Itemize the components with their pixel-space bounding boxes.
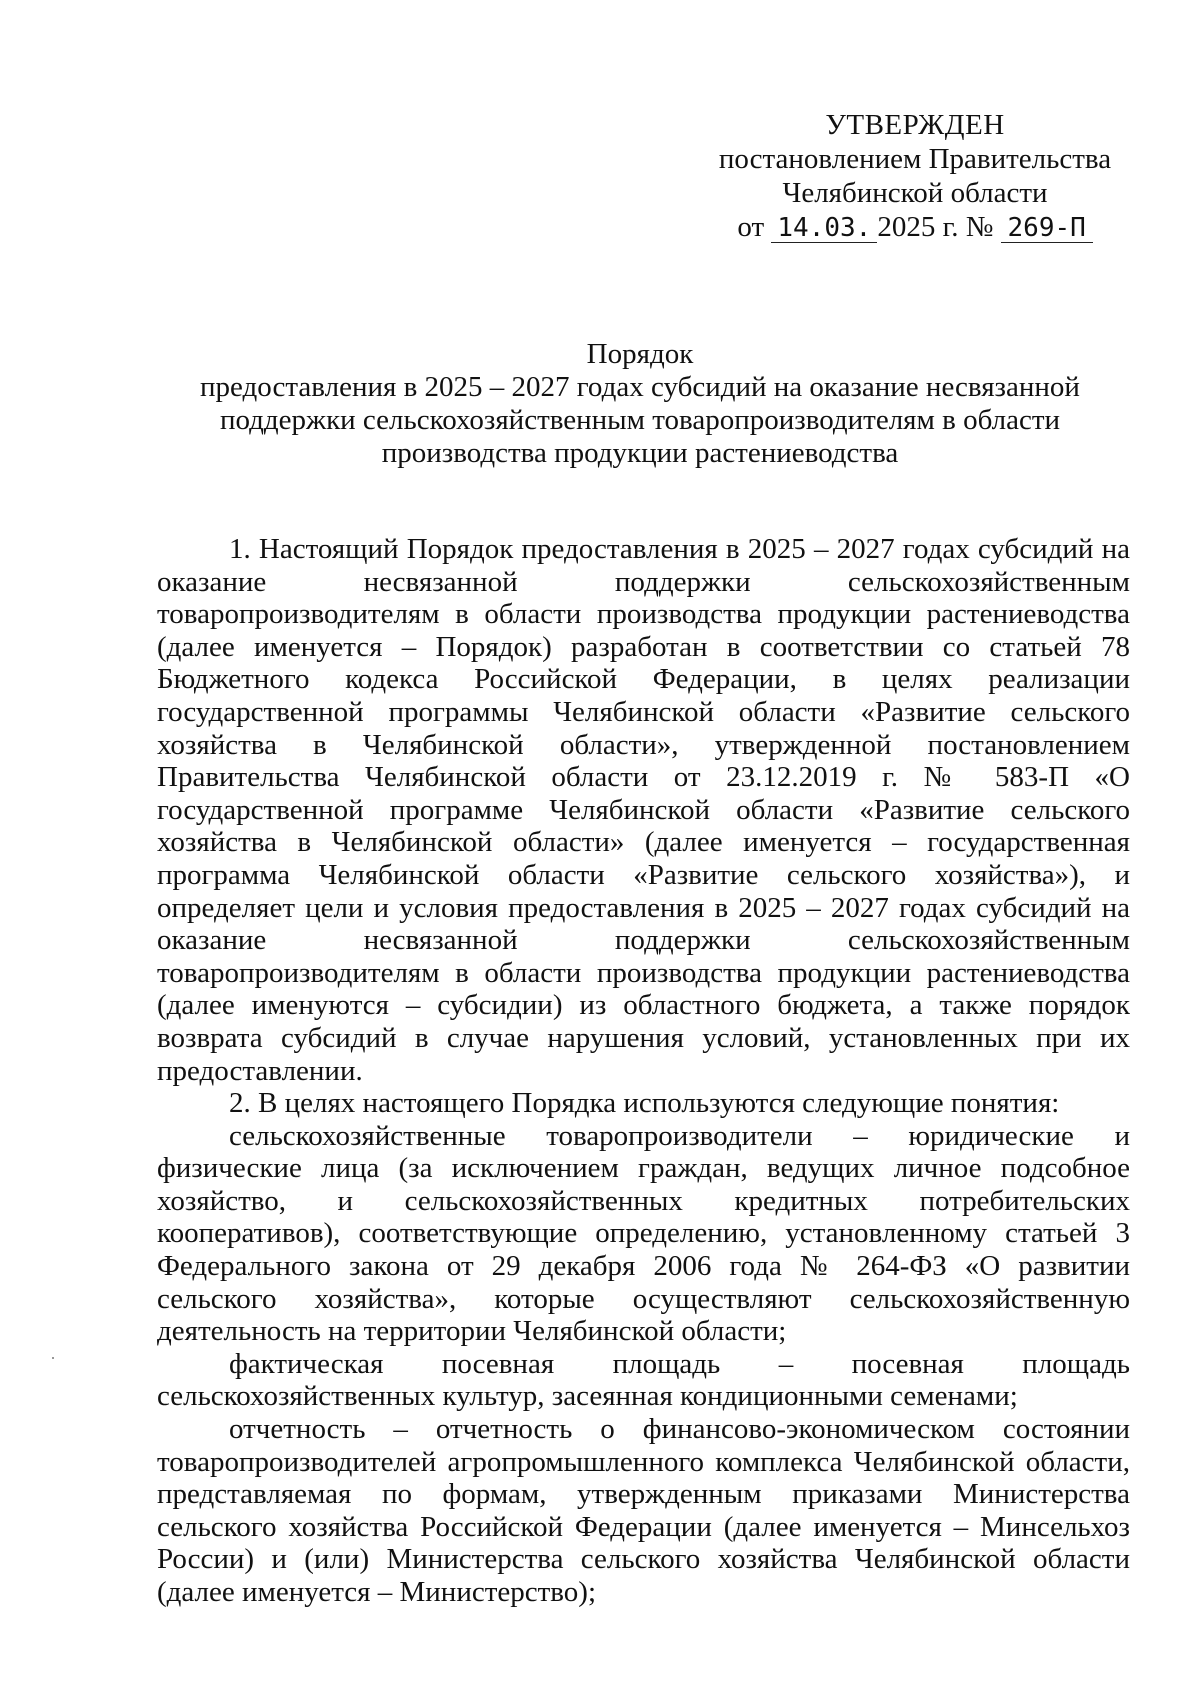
document-subtitle-line: предоставления в 2025 – 2027 годах субсидий на оказание несвязанной (200, 371, 1080, 403)
paragraph: отчетность – отчетность о финансово-экономическом состоянии товаропроизводителей агропромышленного комплекса Челябинской области, представляемая по формам, утвержденным приказами Министерства сельского хозяйства Российской Федерации (далее именуется – Минсельхоз России) и (или) Министерства сельского хозяйства Челябинской области (далее именуется – Министерство); (157, 1413, 1130, 1608)
approval-date-field: 14.03. (771, 214, 877, 243)
approval-date-line (700, 210, 1130, 244)
approval-line-1: постановлением Правительства (718, 143, 1112, 175)
paragraph: 2. В целях настоящего Порядка используются следующие понятия: (229, 1087, 1060, 1120)
paragraph: фактическая посевная площадь – посевная площадь сельскохозяйственных культур, засеянная кондиционными семенами; (157, 1347, 1130, 1413)
paragraph: 1. Настоящий Порядок предоставления в 2025 – 2027 годах субсидий на оказание несвязанной поддержки сельскохозяйственным товаропроизводителям в области производства продукции растениеводства (далее именуется – Порядок) разработан в соответствии со статьей 78 Бюджетного кодекса Российской Федерации, в целях реализации государственной программы Челябинской области «Развитие сельского хозяйства в Челябинской области», утвержденной постановлением Правительства Челябинской области от 23.12.2019 г. № 583-П «О государственной программе Челябинской области «Развитие сельского хозяйства в Челябинской области» (далее именуется – государственная программа Челябинской области «Развитие сельского хозяйства»), и определяет цели и условия предоставления в 2025 – 2027 годах субсидий на оказание несвязанной поддержки сельскохозяйственным товаропроизводителям в области производства продукции растениеводства (далее именуются – субсидии) из областного бюджета, а также порядок возврата субсидий в случае нарушения условий, установленных при их предоставлении. (157, 533, 1130, 1087)
approval-number-field: 269-П (1001, 214, 1093, 243)
document-title (150, 338, 1130, 470)
document-subtitle-line: поддержки сельскохозяйственным товаропроизводителям в области (219, 404, 1061, 436)
approval-block (700, 108, 1130, 244)
approval-title: УТВЕРЖДЕН (825, 109, 1005, 141)
document-subtitle-line: производства продукции растениеводства (381, 437, 899, 469)
document-body (157, 533, 1130, 1609)
approval-line-2: Челябинской области (782, 177, 1048, 209)
year-suffix: 2025 г. № (877, 211, 994, 243)
date-prefix: от (737, 211, 765, 243)
scan-speck (52, 1357, 54, 1359)
paragraph: сельскохозяйственные товаропроизводители – юридические и физические лица (за исключением граждан, ведущих личное подсобное хозяйство, и сельскохозяйственных кредитных потребительских кооперативов), соответствующие определению, установленному статьей 3 Федерального закона от 29 декабря 2006 года № 264-ФЗ «О развитии сельского хозяйства», которые осуществляют сельскохозяйственную деятельность на территории Челябинской области; (157, 1119, 1130, 1348)
document-heading: Порядок (586, 338, 694, 370)
